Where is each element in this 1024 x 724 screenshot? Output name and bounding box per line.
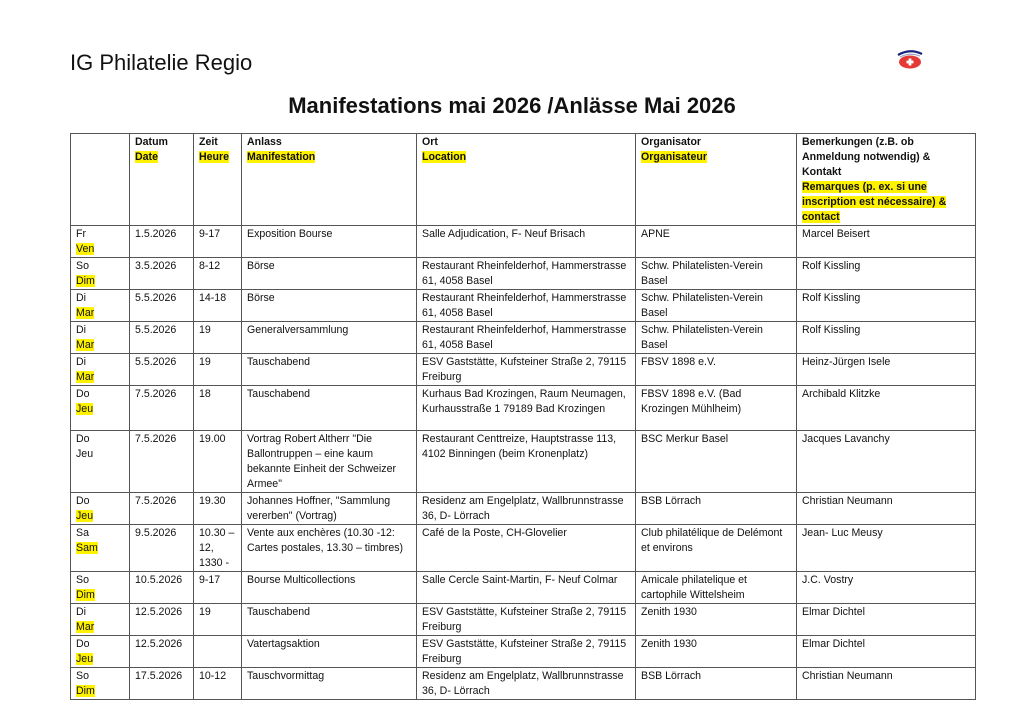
contact-cell: Marcel Beisert (797, 226, 976, 258)
contact-cell: Jean- Luc Meusy (797, 525, 976, 572)
organizer-cell: Zenith 1930 (636, 604, 797, 636)
club-logo-icon (894, 46, 926, 70)
date-cell: 17.5.2026 (130, 668, 194, 700)
organizer-cell: Schw. Philatelisten-Verein Basel (636, 258, 797, 290)
date-cell: 9.5.2026 (130, 525, 194, 572)
event-cell: Tauschabend (242, 386, 417, 431)
date-cell: 3.5.2026 (130, 258, 194, 290)
contact-cell: Elmar Dichtel (797, 604, 976, 636)
day-cell: Fr Ven (71, 226, 130, 258)
contact-cell: Heinz-Jürgen Isele (797, 354, 976, 386)
event-cell: Generalversammlung (242, 322, 417, 354)
event-cell: Exposition Bourse (242, 226, 417, 258)
header-day (71, 134, 130, 226)
event-cell: Börse (242, 290, 417, 322)
contact-cell: Rolf Kissling (797, 322, 976, 354)
location-cell: Café de la Poste, CH-Glovelier (417, 525, 636, 572)
events-table (70, 133, 976, 700)
table-row (71, 386, 976, 431)
organizer-cell: FBSV 1898 e.V. (Bad Krozingen Mühlheim) (636, 386, 797, 431)
contact-cell: Archibald Klitzke (797, 386, 976, 431)
time-cell: 19.30 (194, 493, 242, 525)
date-cell: 7.5.2026 (130, 431, 194, 493)
time-cell: 19 (194, 354, 242, 386)
table-row (71, 636, 976, 668)
organizer-cell: Schw. Philatelisten-Verein Basel (636, 322, 797, 354)
header-location: Ort Location (417, 134, 636, 226)
day-cell: Sa Sam (71, 525, 130, 572)
day-cell: Di Mar (71, 604, 130, 636)
location-cell: Kurhaus Bad Krozingen, Raum Neumagen, Kurhausstraße 1 79189 Bad Krozingen (417, 386, 636, 431)
header-time: Zeit Heure (194, 134, 242, 226)
table-row (71, 258, 976, 290)
organizer-cell: Zenith 1930 (636, 636, 797, 668)
header-organizer: Organisator Organisateur (636, 134, 797, 226)
day-cell: Di Mar (71, 290, 130, 322)
contact-cell: Christian Neumann (797, 668, 976, 700)
contact-cell: Elmar Dichtel (797, 636, 976, 668)
event-cell: Tauschabend (242, 354, 417, 386)
header-event: Anlass Manifestation (242, 134, 417, 226)
location-cell: Residenz am Engelplatz, Wallbrunnstrasse 36, D- Lörrach (417, 668, 636, 700)
date-cell: 10.5.2026 (130, 572, 194, 604)
contact-cell: Jacques Lavanchy (797, 431, 976, 493)
event-cell: Börse (242, 258, 417, 290)
organizer-cell: Schw. Philatelisten-Verein Basel (636, 290, 797, 322)
day-cell: Do Jeu (71, 493, 130, 525)
date-cell: 5.5.2026 (130, 354, 194, 386)
date-cell: 12.5.2026 (130, 636, 194, 668)
table-header-row (71, 134, 976, 226)
time-cell: 9-17 (194, 226, 242, 258)
event-cell: Tauschvormittag (242, 668, 417, 700)
table-row (71, 431, 976, 493)
event-cell: Vente aux enchères (10.30 -12: Cartes postales, 13.30 – timbres) (242, 525, 417, 572)
page-title: Manifestations mai 2026 /Anlässe Mai 2026 (288, 93, 736, 118)
day-cell: Do Jeu (71, 386, 130, 431)
location-cell: Salle Cercle Saint-Martin, F- Neuf Colmar (417, 572, 636, 604)
location-cell: ESV Gaststätte, Kufsteiner Straße 2, 79115 Freiburg (417, 636, 636, 668)
location-cell: ESV Gaststätte, Kufsteiner Straße 2, 79115 Freiburg (417, 354, 636, 386)
table-row (71, 322, 976, 354)
contact-cell: J.C. Vostry (797, 572, 976, 604)
location-cell: Salle Adjudication, F- Neuf Brisach (417, 226, 636, 258)
event-cell: Johannes Hoffner, "Sammlung vererben" (Vortrag) (242, 493, 417, 525)
date-cell: 1.5.2026 (130, 226, 194, 258)
contact-cell: Rolf Kissling (797, 290, 976, 322)
table-row (71, 604, 976, 636)
time-cell: 10.30 – 12, 1330 - (194, 525, 242, 572)
event-cell: Vortrag Robert Altherr "Die Ballontruppen – eine kaum bekannte Einheit der Schweizer Armee" (242, 431, 417, 493)
table-row (71, 525, 976, 572)
time-cell: 19 (194, 322, 242, 354)
time-cell: 8-12 (194, 258, 242, 290)
header-remarks: Bemerkungen (z.B. ob Anmeldung notwendig) & Kontakt Remarques (p. ex. si une inscription est nécessaire) & contact (797, 134, 976, 226)
location-cell: Restaurant Rheinfelderhof, Hammerstrasse 61, 4058 Basel (417, 322, 636, 354)
time-cell: 19 (194, 604, 242, 636)
organizer-cell: APNE (636, 226, 797, 258)
time-cell: 9-17 (194, 572, 242, 604)
table-row (71, 290, 976, 322)
event-cell: Vatertagsaktion (242, 636, 417, 668)
time-cell: 14-18 (194, 290, 242, 322)
contact-cell: Rolf Kissling (797, 258, 976, 290)
table-row (71, 572, 976, 604)
time-cell: 18 (194, 386, 242, 431)
table-row (71, 354, 976, 386)
org-title: IG Philatelie Regio (70, 50, 253, 75)
organizer-cell: Club philatélique de Delémont et environs (636, 525, 797, 572)
location-cell: Restaurant Rheinfelderhof, Hammerstrasse 61, 4058 Basel (417, 258, 636, 290)
event-cell: Bourse Multicollections (242, 572, 417, 604)
contact-cell: Christian Neumann (797, 493, 976, 525)
day-cell: So Dim (71, 668, 130, 700)
time-cell (194, 636, 242, 668)
date-cell: 12.5.2026 (130, 604, 194, 636)
time-cell: 19.00 (194, 431, 242, 493)
date-cell: 5.5.2026 (130, 290, 194, 322)
day-cell: So Dim (71, 258, 130, 290)
header-date: Datum Date (130, 134, 194, 226)
organizer-cell: BSB Lörrach (636, 493, 797, 525)
day-cell: So Dim (71, 572, 130, 604)
location-cell: Restaurant Centtreize, Hauptstrasse 113, 4102 Binningen (beim Kronenplatz) (417, 431, 636, 493)
day-cell: Di Mar (71, 354, 130, 386)
date-cell: 7.5.2026 (130, 493, 194, 525)
location-cell: ESV Gaststätte, Kufsteiner Straße 2, 79115 Freiburg (417, 604, 636, 636)
day-cell: Di Mar (71, 322, 130, 354)
table-row (71, 668, 976, 700)
event-cell: Tauschabend (242, 604, 417, 636)
day-cell: Do Jeu (71, 636, 130, 668)
time-cell: 10-12 (194, 668, 242, 700)
day-cell: Do Jeu (71, 431, 130, 493)
organizer-cell: Amicale philatelique et cartophile Wittelsheim (636, 572, 797, 604)
organizer-cell: BSB Lörrach (636, 668, 797, 700)
table-row (71, 493, 976, 525)
location-cell: Restaurant Rheinfelderhof, Hammerstrasse 61, 4058 Basel (417, 290, 636, 322)
location-cell: Residenz am Engelplatz, Wallbrunnstrasse 36, D- Lörrach (417, 493, 636, 525)
organizer-cell: FBSV 1898 e.V. (636, 354, 797, 386)
organizer-cell: BSC Merkur Basel (636, 431, 797, 493)
date-cell: 5.5.2026 (130, 322, 194, 354)
date-cell: 7.5.2026 (130, 386, 194, 431)
table-row (71, 226, 976, 258)
